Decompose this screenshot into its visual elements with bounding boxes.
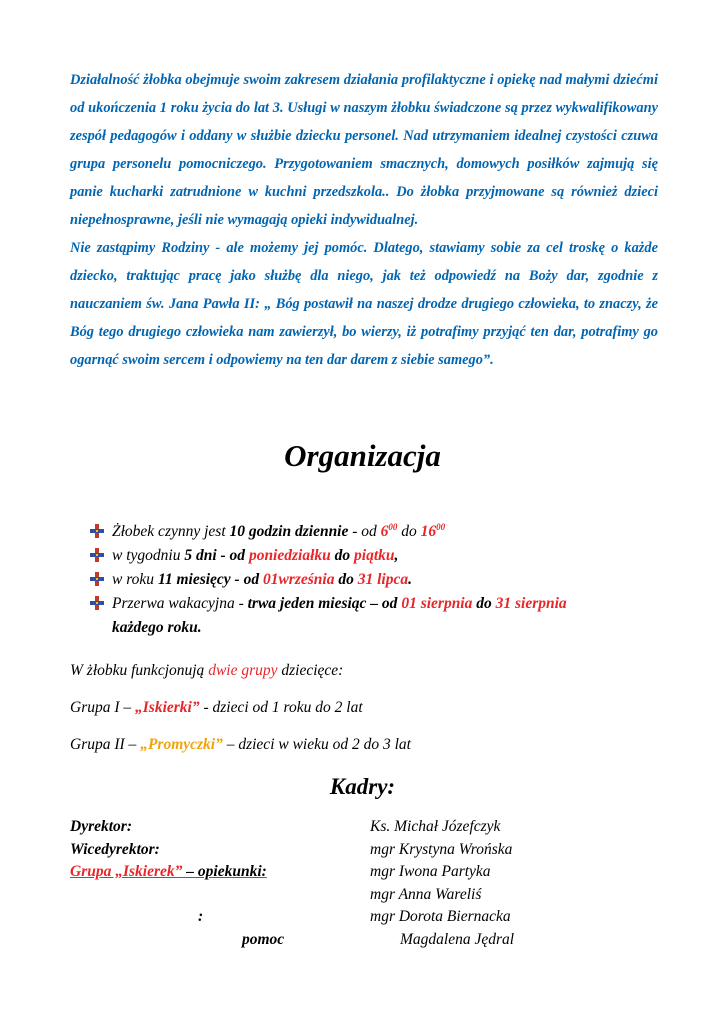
staff-name: Ks. Michał Józefczyk	[370, 818, 501, 835]
staff-role: pomoc	[242, 930, 285, 948]
staff-name: mgr Krystyna Wrońska	[370, 840, 513, 858]
bullet-marker-icon	[90, 548, 104, 562]
staff-name: Magdalena Jędral	[400, 930, 515, 948]
staff-row	[70, 931, 630, 954]
staff-name: mgr Dorota Biernacka	[370, 908, 511, 925]
intro-text	[70, 66, 658, 374]
b1-close-hour: $16^{00}$	[420, 521, 446, 540]
list-item: Przerwa wakacyjna - trwa jeden miesiąc – od 01 sierpnia do 31 sierpnia każdego roku.	[90, 592, 650, 640]
bullet-marker-icon	[90, 524, 104, 538]
group-1-line: Grupa I – „Iskierki” - dzieci od 1 roku do 2 lat	[70, 699, 363, 716]
staff-row	[70, 841, 630, 864]
list-item	[90, 520, 650, 544]
list-item: w tygodniu 5 dni - od poniedziałku do piątku,	[90, 544, 650, 568]
staff-row	[70, 886, 630, 909]
staff-role: Dyrektor:	[70, 818, 132, 835]
bullet-marker-icon	[90, 596, 104, 610]
kadry-heading: Kadry:	[329, 774, 396, 799]
staff-row	[70, 818, 630, 841]
organizacja-heading: Organizacja	[284, 438, 441, 473]
staff-list	[70, 818, 630, 953]
intro-paragraph-1: Działalność żłobka obejmuje swoim zakresem działania profilaktyczne i opiekę nad małymi dziećmi od ukończenia 1 roku życia do lat 3. Usługi w naszym żłobku świadczone są przez wykwalifikowany zespół pedagogów i oddany w służbie dziecku personel. Nad utrzymaniem idealnej czystości czuwa grupa personelu pomocniczego. Przygotowaniem smacznych, domowych posiłków zajmują się panie kucharki zatrudnione w kuchni przedszkola.. Do żłobka przyjmowane są również dzieci niepełnosprawne, jeśli nie wymagają opieki indywidualnej.	[70, 72, 658, 228]
b1-text: Żłobek czynny jest	[112, 523, 230, 540]
staff-role: Grupa „Iskierek” – opiekunki:	[70, 863, 267, 880]
intro-paragraph-2: Nie zastąpimy Rodziny - ale możemy jej pomóc. Dlatego, stawiamy sobie za cel troskę o każde dziecko, traktując pracę jako służbę dla niego, jak też odpowiedź na Boży dar, zgodnie z nauczaniem św. Jana Pawła II: „ Bóg postawił na naszej drodze drugiego człowieka, to znaczy, że Bóg tego drugiego człowieka nam zawierzył, bo wierzy, iż potrafimy przyjąć ten dar, potrafimy go ogarnąć swoim sercem i odpowiemy na ten dar darem z siebie samego”.	[70, 240, 658, 368]
groups-intro: W żłobku funkcjonują dwie grupy dziecięce:	[70, 662, 344, 679]
staff-role: :	[198, 908, 204, 925]
staff-row	[70, 908, 630, 931]
b1-hours: 10 godzin dziennie	[229, 523, 349, 540]
staff-row	[70, 863, 630, 886]
list-item: w roku 11 miesięcy - od 01września do 31 lipca.	[90, 568, 650, 592]
b1-open-hour: $6^{00}$	[380, 521, 398, 540]
staff-name: mgr Iwona Partyka	[370, 863, 491, 880]
staff-name: mgr Anna Wareliś	[370, 885, 482, 903]
group-2-line: Grupa II – „Promyczki” – dzieci w wieku od 2 do 3 lat	[70, 736, 411, 753]
b1-from: - od	[348, 523, 381, 540]
organizacja-list	[90, 520, 650, 640]
bullet-marker-icon	[90, 572, 104, 586]
b1-to: do	[397, 523, 421, 540]
staff-role: Wicedyrektor:	[70, 840, 160, 858]
